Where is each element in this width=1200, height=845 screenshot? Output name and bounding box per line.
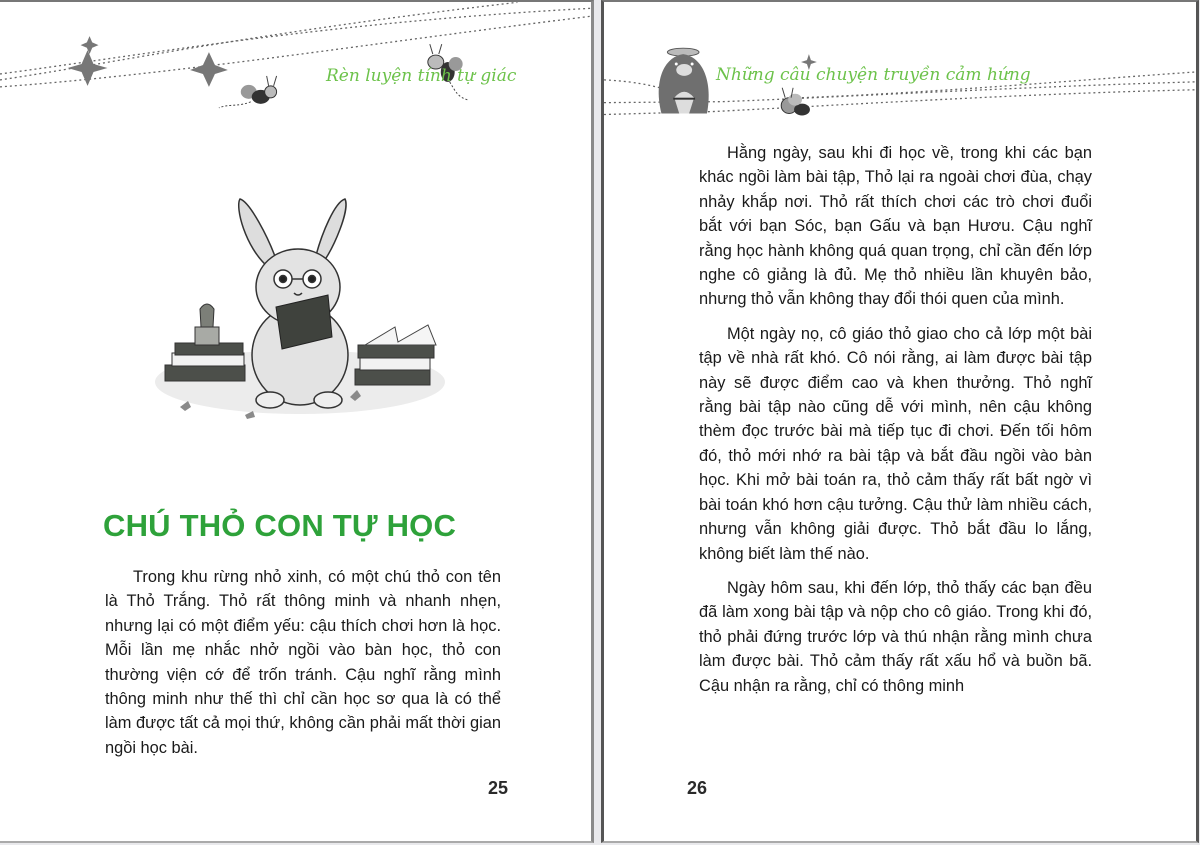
sparkle-star-icon [68, 50, 108, 86]
book-page-right [601, 0, 1199, 843]
body-text [699, 141, 1092, 708]
cactus-icon [195, 304, 219, 345]
book-stack-right [355, 325, 436, 385]
sparkle-star-icon [81, 36, 99, 54]
page-number: 26 [687, 778, 708, 798]
sparkle-star-icon [190, 52, 228, 87]
book-stack-left [165, 343, 245, 381]
bee-icon [219, 76, 277, 108]
paragraph: Ngày hôm sau, khi đến lớp, thỏ thấy các bạn đều đã làm xong bài tập và nộp cho cô giáo. Trong khi đó, thỏ phải đứng trước lớp và thú nhận rằng mình chưa làm được bài. Thỏ cảm thấy rất xấu hổ và buồn bã. Cậu nhận ra rằng, chỉ có thông minh [699, 578, 1092, 695]
book-page-left [0, 0, 594, 843]
page-number: 25 [488, 778, 509, 798]
paragraph: Một ngày nọ, cô giáo thỏ giao cho cả lớp một bài tập về nhà rất khó. Cô nói rằng, ai làm được bài tập này sẽ được điểm cao và khen thưởng. Thỏ nghĩ rằng bài tập nào cũng dễ với mình, nên cậu không thèm đọc trước bài mà tiếp tục đi chơi. Đến tối hôm đó, thỏ mới nhớ ra bài tập và bắt đầu ngồi vào bàn học. Khi mở bài toán ra, thỏ cảm thấy rất bất ngờ vì bài toán khó hơn cậu tưởng. Cậu thử làm nhiều cách, nhưng vẫn không giải được. Thỏ bắt đầu lo lắng, không biết làm thế nào. [699, 324, 1092, 563]
paragraph: Hằng ngày, sau khi đi học về, trong khi các bạn khác ngồi làm bài tập, Thỏ lại ra ngoài chơi đùa, chạy nhảy khắp nơi. Thỏ rất thích chơi các trò chơi đuổi bắt với bạn Sóc, bạn Gấu và bạn Hươu. Cậu nghĩ rằng học hành không quá quan trọng, chỉ cần đến lớp nghe cô giảng là đủ. Mẹ thỏ nhiều lần khuyên bảo, nhưng thỏ vẫn không thay đổi thói quen của mình. [699, 144, 1092, 309]
paragraph: Trong khu rừng nhỏ xinh, có một chú thỏ con tên là Thỏ Trắng. Thỏ rất thông minh và nhanh nhẹn, nhưng lại có một điểm yếu: cậu thích chơi hơn là học. Mỗi lần mẹ nhắc nhở ngồi vào bàn học, thỏ con thường viện cớ để trốn tránh. Cậu nghĩ rằng mình thông minh như thế thì chỉ cần học sơ qua là có thể làm được tất cả mọi thứ, không cần phải mất thời gian ngồi học bài. [105, 568, 501, 757]
story-title: CHÚ THỎ CON TỰ HỌC [103, 508, 457, 543]
running-head: Những câu chuyện truyền cảm hứng [716, 65, 1031, 85]
bee-icon [781, 88, 810, 116]
rabbit-reading-illustration [150, 187, 450, 422]
running-head: Rèn luyện tính tự giác [326, 66, 517, 86]
bear-icon [659, 48, 709, 113]
body-text [105, 565, 501, 770]
